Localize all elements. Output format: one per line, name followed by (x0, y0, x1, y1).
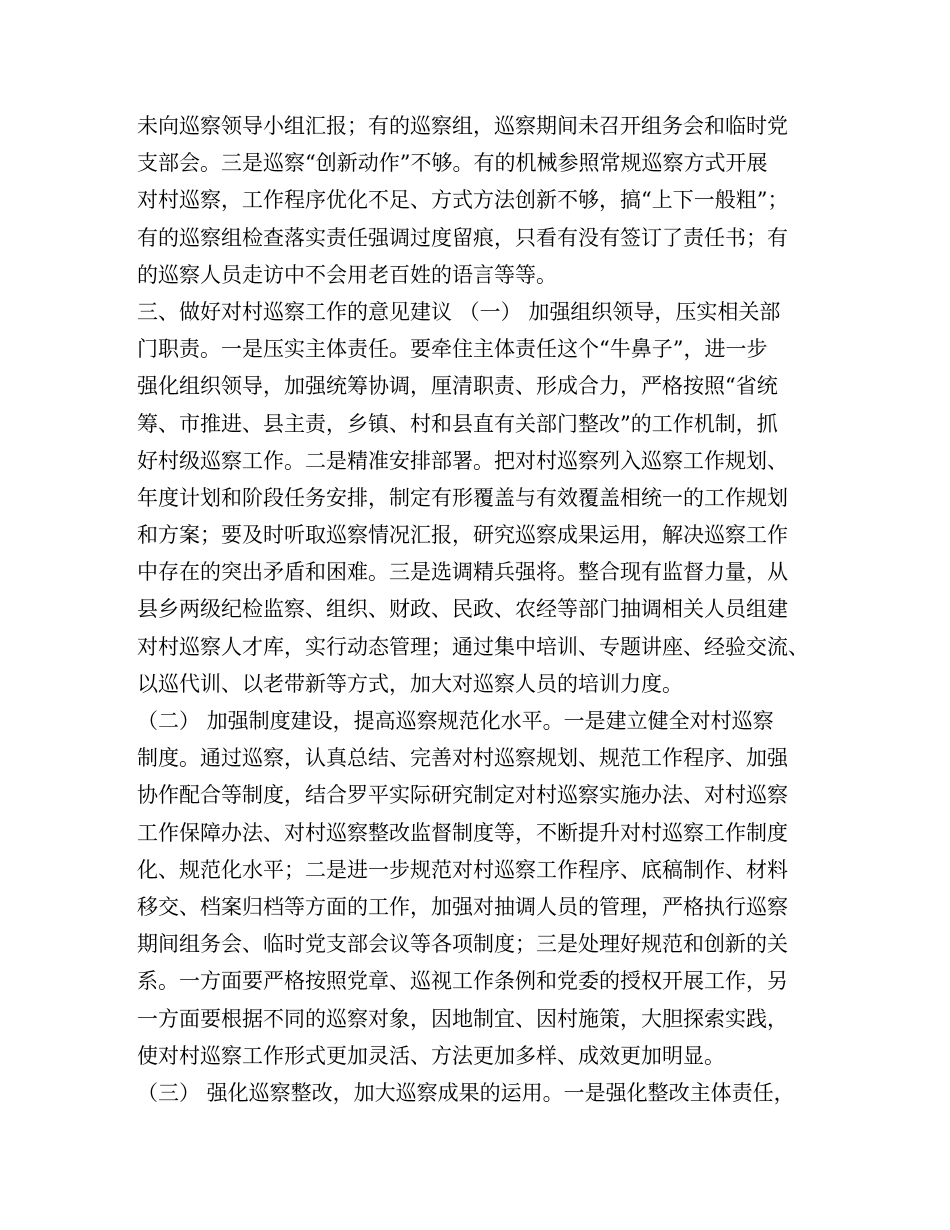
subsection-heading-line: （二） 加强制度建设，提高巡察规范化水平。一是建立健全对村巡察 (137, 709, 774, 733)
text-line: 好村级巡察工作。二是精准安排部署。把对村巡察列入巡察工作规划、 (137, 448, 788, 473)
text-line: 和方案；要及时听取巡察情况汇报，研究巡察成果运用，解决巡察工作 (137, 523, 788, 548)
section-heading-line: 三、做好对村巡察工作的意见建议 （一） 加强组织领导，压实相关部 (137, 299, 781, 324)
text-line: 筹、市推进、县主责，乡镇、村和县直有关部门整改”的工作机制，抓 (137, 411, 778, 436)
text-line: 县乡两级纪检监察、组织、财政、民政、农经等部门抽调相关人员组建 (137, 597, 788, 622)
text-line: 强化组织领导，加强统筹协调，厘清职责、形成合力，严格按照“省统 (137, 374, 778, 399)
text-line: 以巡代训、以老带新等方式，加大对巡察人员的培训力度。 (137, 671, 683, 696)
text-line: 化、规范化水平；二是进一步规范对村巡察工作程序、底稿制作、材料 (137, 857, 788, 882)
document-body (137, 108, 837, 1112)
subsection-heading-line: （三） 强化巡察整改，加大巡察成果的运用。一是强化整改主体责任， (137, 1080, 795, 1105)
text-line: 系。一方面要严格按照党章、巡视工作条例和党委的授权开展工作，另 (137, 969, 788, 994)
text-line: 协作配合等制度，结合罗平实际研究制定对村巡察实施办法、对村巡察 (137, 783, 788, 808)
text-line: 使对村巡察工作形式更加灵活、方法更加多样、成效更加明显。 (137, 1043, 725, 1068)
text-line: 对村巡察，工作程序优化不足、方式方法创新不够，搞“上下一般粗”； (137, 188, 789, 213)
text-line: 工作保障办法、对村巡察整改监督制度等，不断提升对村巡察工作制度 (137, 820, 788, 845)
text-line: 支部会。三是巡察“创新动作”不够。有的机械参照常规巡察方式开展 (137, 151, 768, 176)
text-line: 期间组务会、临时党支部会议等各项制度；三是处理好规范和创新的关 (137, 932, 788, 957)
text-line: 门职责。一是压实主体责任。要牵住主体责任这个“牛鼻子”，进一步 (137, 337, 768, 362)
text-line: 移交、档案归档等方面的工作，加强对抽调人员的管理，严格执行巡察 (137, 894, 788, 919)
text-line: 中存在的突出矛盾和困难。三是选调精兵强将。整合现有监督力量，从 (137, 560, 788, 585)
text-line: 的巡察人员走访中不会用老百姓的语言等等。 (137, 262, 557, 287)
text-line: 一方面要根据不同的巡察对象，因地制宜、因村施策，大胆探索实践， (137, 1006, 788, 1031)
text-line: 制度。通过巡察，认真总结、完善对村巡察规划、规范工作程序、加强 (137, 746, 788, 771)
text-line: 有的巡察组检查落实责任强调过度留痕，只看有没有签订了责任书；有 (137, 225, 788, 250)
text-line: 年度计划和阶段任务安排，制定有形覆盖与有效覆盖相统一的工作规划 (137, 485, 788, 510)
text-line: 未向巡察领导小组汇报；有的巡察组，巡察期间未召开组务会和临时党 (137, 114, 788, 138)
text-line: 对村巡察人才库，实行动态管理；通过集中培训、专题讲座、经验交流、 (137, 634, 809, 659)
